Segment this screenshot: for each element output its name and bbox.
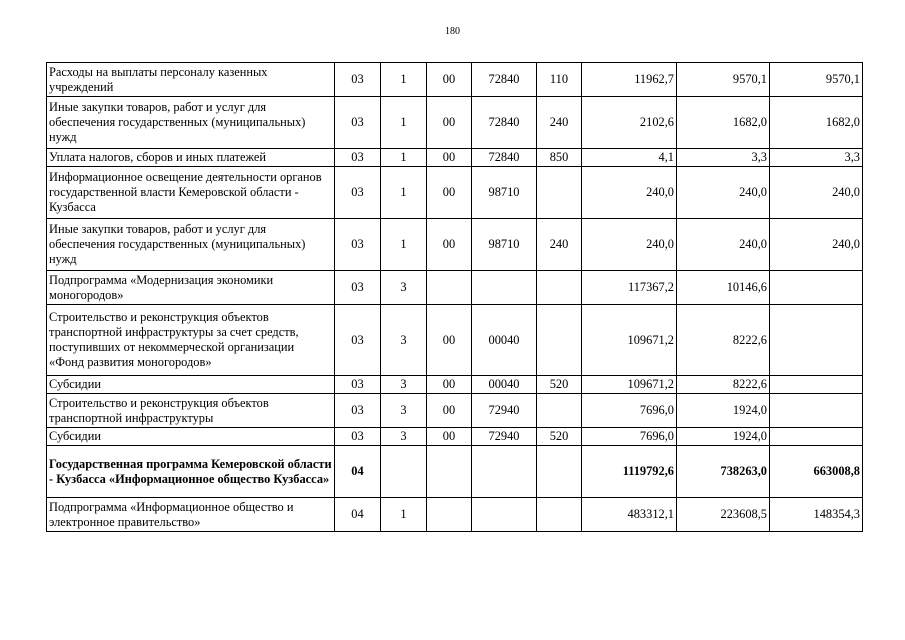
subsection-code: 3	[381, 376, 427, 394]
section-code: 03	[335, 376, 381, 394]
program-code	[427, 446, 472, 498]
program-code: 00	[427, 376, 472, 394]
program-code: 00	[427, 394, 472, 428]
section-code: 03	[335, 271, 381, 305]
program-code: 00	[427, 305, 472, 376]
table-row	[47, 376, 863, 394]
subsection-code: 1	[381, 97, 427, 149]
subsection-code: 3	[381, 394, 427, 428]
expense-type	[537, 394, 582, 428]
amount-year-1: 240,0	[582, 219, 677, 271]
table-row	[47, 167, 863, 219]
program-code: 00	[427, 63, 472, 97]
section-code: 04	[335, 446, 381, 498]
amount-year-1: 11962,7	[582, 63, 677, 97]
row-name: Информационное освещение деятельности органов государственной власти Кемеровской области - Кузбасса	[47, 167, 335, 219]
amount-year-1: 109671,2	[582, 376, 677, 394]
target-code: 72840	[472, 97, 537, 149]
expense-type: 520	[537, 428, 582, 446]
amount-year-3: 240,0	[770, 167, 863, 219]
expense-type: 240	[537, 97, 582, 149]
amount-year-3: 663008,8	[770, 446, 863, 498]
subsection-code: 1	[381, 167, 427, 219]
amount-year-3: 240,0	[770, 219, 863, 271]
amount-year-1: 7696,0	[582, 428, 677, 446]
subsection-code	[381, 446, 427, 498]
amount-year-2: 240,0	[677, 167, 770, 219]
target-code: 72840	[472, 149, 537, 167]
target-code: 72840	[472, 63, 537, 97]
row-name: Строительство и реконструкция объектов транспортной инфраструктуры	[47, 394, 335, 428]
amount-year-3	[770, 271, 863, 305]
row-name: Подпрограмма «Информационное общество и электронное правительство»	[47, 498, 335, 532]
amount-year-3	[770, 428, 863, 446]
target-code: 00040	[472, 305, 537, 376]
section-code: 03	[335, 63, 381, 97]
table-row	[47, 271, 863, 305]
amount-year-2: 1682,0	[677, 97, 770, 149]
expense-type	[537, 498, 582, 532]
row-name: Субсидии	[47, 376, 335, 394]
row-name: Расходы на выплаты персоналу казенных учреждений	[47, 63, 335, 97]
subsection-code: 1	[381, 63, 427, 97]
subsection-code: 1	[381, 149, 427, 167]
table-row	[47, 219, 863, 271]
program-code	[427, 498, 472, 532]
amount-year-1: 483312,1	[582, 498, 677, 532]
expense-type	[537, 271, 582, 305]
program-code	[427, 271, 472, 305]
row-name: Государственная программа Кемеровской области - Кузбасса «Информационное общество Кузбасса»	[47, 446, 335, 498]
amount-year-3: 9570,1	[770, 63, 863, 97]
target-code	[472, 271, 537, 305]
program-code: 00	[427, 428, 472, 446]
row-name: Уплата налогов, сборов и иных платежей	[47, 149, 335, 167]
budget-table	[46, 62, 863, 532]
amount-year-2: 8222,6	[677, 305, 770, 376]
table-row	[47, 97, 863, 149]
amount-year-1: 109671,2	[582, 305, 677, 376]
amount-year-2: 223608,5	[677, 498, 770, 532]
amount-year-3	[770, 305, 863, 376]
section-code: 03	[335, 394, 381, 428]
row-name: Иные закупки товаров, работ и услуг для обеспечения государственных (муниципальных) нужд	[47, 219, 335, 271]
target-code	[472, 498, 537, 532]
amount-year-1: 240,0	[582, 167, 677, 219]
target-code	[472, 446, 537, 498]
amount-year-3: 148354,3	[770, 498, 863, 532]
program-code: 00	[427, 219, 472, 271]
expense-type: 520	[537, 376, 582, 394]
table-row	[47, 446, 863, 498]
target-code: 98710	[472, 167, 537, 219]
row-name: Подпрограмма «Модернизация экономики моногородов»	[47, 271, 335, 305]
section-code: 03	[335, 428, 381, 446]
subsection-code: 1	[381, 498, 427, 532]
section-code: 03	[335, 149, 381, 167]
table-row	[47, 305, 863, 376]
table-row	[47, 149, 863, 167]
target-code: 00040	[472, 376, 537, 394]
row-name: Строительство и реконструкция объектов транспортной инфраструктуры за счет средств, поступивших от некоммерческой организации «Фонд развития моногородов»	[47, 305, 335, 376]
expense-type	[537, 446, 582, 498]
section-code: 03	[335, 167, 381, 219]
target-code: 98710	[472, 219, 537, 271]
table-row	[47, 63, 863, 97]
section-code: 04	[335, 498, 381, 532]
subsection-code: 1	[381, 219, 427, 271]
program-code: 00	[427, 167, 472, 219]
expense-type: 240	[537, 219, 582, 271]
section-code: 03	[335, 97, 381, 149]
amount-year-1: 7696,0	[582, 394, 677, 428]
program-code: 00	[427, 97, 472, 149]
target-code: 72940	[472, 428, 537, 446]
section-code: 03	[335, 305, 381, 376]
amount-year-3	[770, 376, 863, 394]
table-row	[47, 394, 863, 428]
amount-year-2: 738263,0	[677, 446, 770, 498]
amount-year-2: 8222,6	[677, 376, 770, 394]
target-code: 72940	[472, 394, 537, 428]
subsection-code: 3	[381, 428, 427, 446]
amount-year-3: 1682,0	[770, 97, 863, 149]
table-row	[47, 428, 863, 446]
section-code: 03	[335, 219, 381, 271]
amount-year-1: 2102,6	[582, 97, 677, 149]
amount-year-2: 3,3	[677, 149, 770, 167]
amount-year-2: 9570,1	[677, 63, 770, 97]
row-name: Субсидии	[47, 428, 335, 446]
subsection-code: 3	[381, 271, 427, 305]
subsection-code: 3	[381, 305, 427, 376]
amount-year-1: 1119792,6	[582, 446, 677, 498]
expense-type: 850	[537, 149, 582, 167]
row-name: Иные закупки товаров, работ и услуг для обеспечения государственных (муниципальных) нужд	[47, 97, 335, 149]
amount-year-3: 3,3	[770, 149, 863, 167]
amount-year-2: 1924,0	[677, 428, 770, 446]
program-code: 00	[427, 149, 472, 167]
page-number: 180	[445, 26, 460, 37]
amount-year-3	[770, 394, 863, 428]
amount-year-2: 1924,0	[677, 394, 770, 428]
amount-year-2: 10146,6	[677, 271, 770, 305]
table-row	[47, 498, 863, 532]
amount-year-2: 240,0	[677, 219, 770, 271]
amount-year-1: 4,1	[582, 149, 677, 167]
amount-year-1: 117367,2	[582, 271, 677, 305]
expense-type	[537, 305, 582, 376]
expense-type	[537, 167, 582, 219]
expense-type: 110	[537, 63, 582, 97]
